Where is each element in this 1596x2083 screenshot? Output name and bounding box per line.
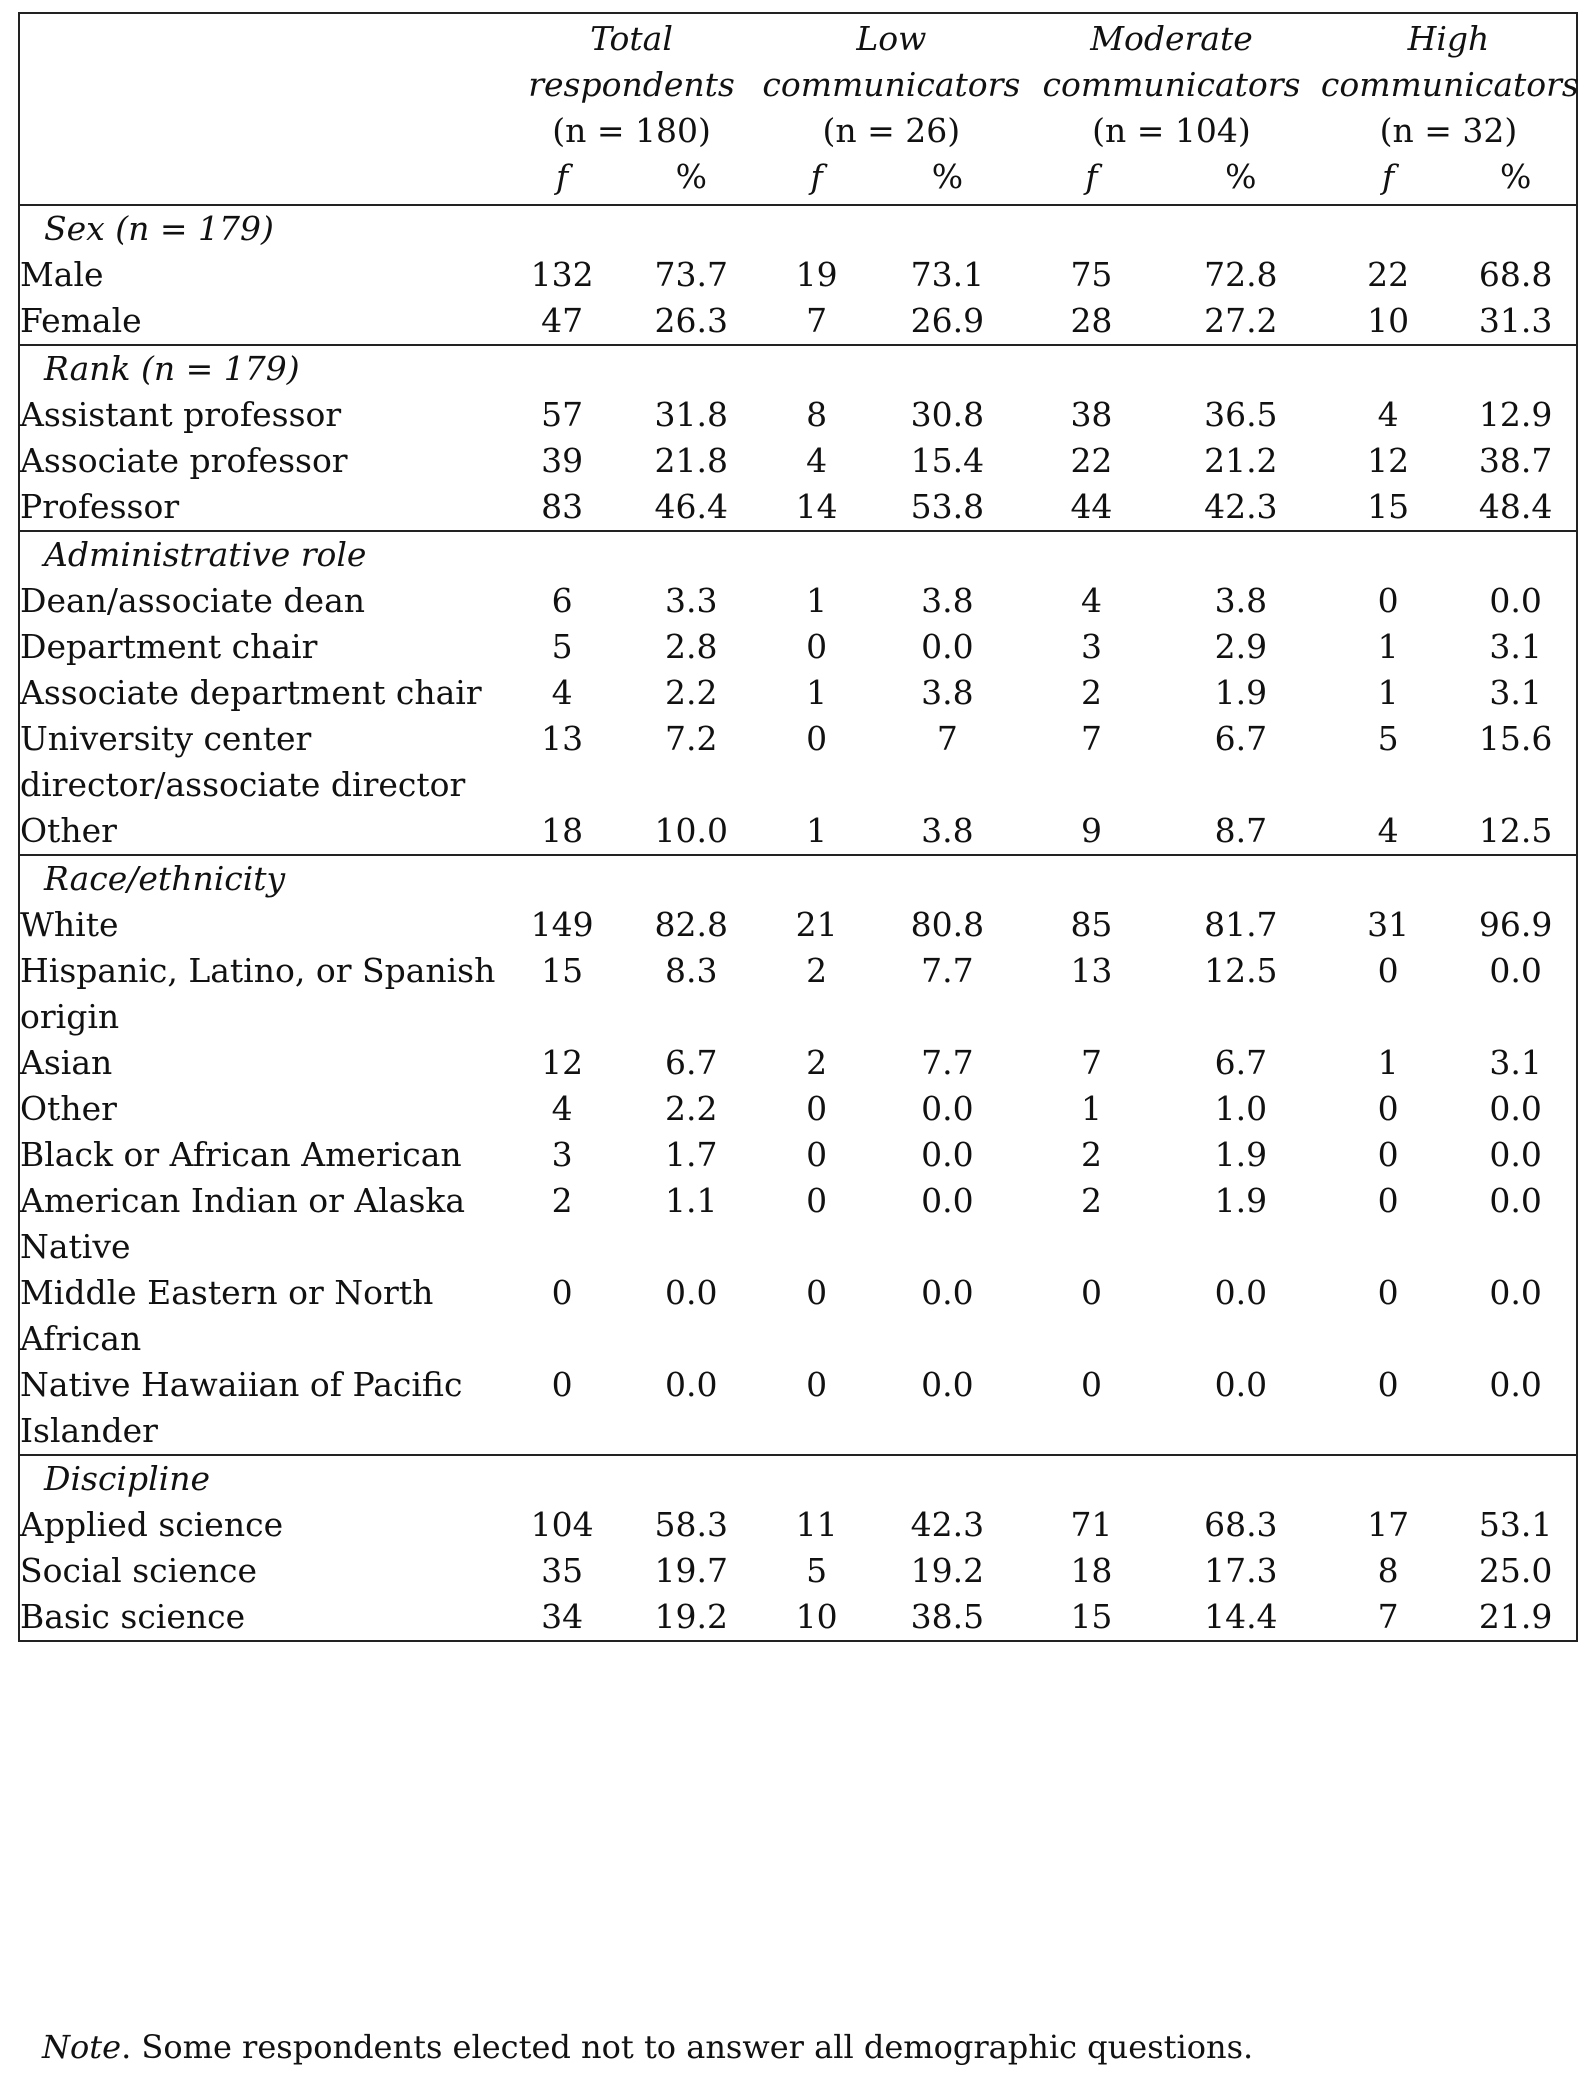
row-label: Asian: [20, 1043, 113, 1082]
cell-percent: 3.1: [1489, 627, 1542, 666]
cell-frequency: 47: [541, 301, 584, 340]
cell-percent: 0.0: [665, 1365, 718, 1404]
cell-frequency: 17: [1367, 1505, 1410, 1544]
cell-percent: 73.7: [654, 255, 729, 294]
cell-percent: 0.0: [1214, 1365, 1268, 1404]
cell-frequency: 22: [1070, 441, 1113, 480]
cell-frequency: 5: [1377, 719, 1399, 758]
cell-percent: 0.0: [921, 1181, 974, 1220]
cell-percent: 3.3: [665, 581, 718, 620]
table-row: [19, 1178, 1577, 1270]
cell-percent: 0.0: [1489, 1089, 1542, 1128]
header-group-low: [761, 13, 1022, 154]
table-body: [19, 205, 1577, 1641]
header-sub-row: [19, 154, 1577, 205]
table-note: [42, 2025, 1253, 2069]
table-row: [19, 808, 1577, 855]
cell-percent: 82.8: [654, 905, 729, 944]
cell-frequency: 4: [1377, 395, 1399, 434]
cell-percent: 21.2: [1204, 441, 1278, 480]
table-row: [19, 578, 1577, 624]
cell-percent: 0.0: [665, 1273, 718, 1312]
cell-percent: 72.8: [1204, 255, 1278, 294]
sub-f: f: [556, 157, 569, 196]
cell-percent: 0.0: [1489, 951, 1542, 990]
cell-frequency: 3: [1080, 627, 1102, 666]
cell-percent: 53.8: [910, 487, 985, 526]
cell-percent: 0.0: [1489, 581, 1542, 620]
cell-percent: 6.7: [665, 1043, 718, 1082]
demographics-table: [18, 12, 1578, 1642]
cell-frequency: 83: [541, 487, 584, 526]
row-label: White: [20, 905, 119, 944]
section-header-row: [19, 205, 1577, 252]
cell-percent: 7.7: [921, 951, 974, 990]
cell-frequency: 12: [541, 1043, 584, 1082]
cell-frequency: 1: [1377, 627, 1399, 666]
cell-percent: 6.7: [1214, 719, 1268, 758]
note-label: Note: [42, 2028, 122, 2066]
row-label: Other: [20, 811, 117, 850]
cell-percent: 21.9: [1478, 1597, 1553, 1636]
cell-percent: 0.0: [921, 1089, 974, 1128]
cell-percent: 38.5: [910, 1597, 985, 1636]
cell-frequency: 0: [806, 1089, 828, 1128]
cell-percent: 30.8: [910, 395, 985, 434]
row-label: Professor: [20, 487, 180, 526]
row-label: Other: [20, 1089, 117, 1128]
cell-percent: 17.3: [1204, 1551, 1278, 1590]
cell-frequency: 14: [795, 487, 838, 526]
cell-frequency: 1: [806, 811, 828, 850]
cell-frequency: 10: [1367, 301, 1410, 340]
cell-frequency: 1: [1377, 1043, 1399, 1082]
section-header-row: [19, 531, 1577, 578]
cell-percent: 3.1: [1489, 673, 1542, 712]
group-name-line1: High: [1407, 19, 1490, 58]
cell-frequency: 0: [1377, 1181, 1399, 1220]
cell-frequency: 0: [806, 627, 828, 666]
cell-percent: 0.0: [1489, 1365, 1542, 1404]
cell-frequency: 15: [1070, 1597, 1113, 1636]
cell-percent: 1.9: [1214, 673, 1268, 712]
cell-percent: 1.1: [665, 1181, 718, 1220]
table-row: [19, 948, 1577, 1040]
cell-percent: 0.0: [921, 1365, 974, 1404]
table-row: [19, 484, 1577, 531]
cell-frequency: 44: [1070, 487, 1113, 526]
table-row: [19, 1362, 1577, 1455]
header-group-moderate: [1022, 13, 1321, 154]
cell-percent: 12.9: [1478, 395, 1553, 434]
sub-pct: %: [1499, 157, 1532, 196]
cell-percent: 6.7: [1214, 1043, 1268, 1082]
cell-frequency: 1: [1080, 1089, 1102, 1128]
table-row: [19, 1548, 1577, 1594]
table-row: [19, 298, 1577, 345]
row-label: Female: [20, 301, 142, 340]
cell-frequency: 6: [551, 581, 573, 620]
cell-percent: 1.9: [1214, 1135, 1268, 1174]
row-label: University center director/associate director: [20, 719, 466, 804]
table-row: [19, 392, 1577, 438]
row-label: Middle Eastern or North African: [20, 1273, 434, 1358]
table-row: [19, 1132, 1577, 1178]
cell-frequency: 12: [1367, 441, 1410, 480]
cell-percent: 25.0: [1478, 1551, 1553, 1590]
cell-percent: 27.2: [1204, 301, 1278, 340]
group-n: (n = 180): [552, 111, 711, 150]
cell-frequency: 0: [1377, 1089, 1399, 1128]
cell-frequency: 4: [1377, 811, 1399, 850]
cell-frequency: 7: [1377, 1597, 1399, 1636]
group-name-line2: communicators: [762, 65, 1021, 104]
cell-percent: 53.1: [1478, 1505, 1553, 1544]
cell-frequency: 0: [1377, 1135, 1399, 1174]
cell-frequency: 38: [1070, 395, 1113, 434]
cell-frequency: 0: [1377, 1273, 1399, 1312]
section-title: Administrative role: [19, 531, 1577, 578]
cell-frequency: 2: [806, 1043, 828, 1082]
sub-pct: %: [931, 157, 964, 196]
cell-percent: 0.0: [921, 1135, 974, 1174]
cell-percent: 7: [936, 719, 958, 758]
cell-percent: 14.4: [1204, 1597, 1278, 1636]
group-name-line1: Total: [590, 19, 673, 58]
cell-frequency: 0: [806, 1181, 828, 1220]
cell-percent: 48.4: [1478, 487, 1553, 526]
header-group-row: [19, 13, 1577, 154]
cell-percent: 0.0: [921, 627, 974, 666]
cell-frequency: 7: [1080, 1043, 1102, 1082]
group-n: (n = 26): [822, 111, 961, 150]
cell-percent: 58.3: [654, 1505, 729, 1544]
section-header-row: [19, 855, 1577, 902]
cell-frequency: 13: [1070, 951, 1113, 990]
header-group-high: [1321, 13, 1577, 154]
cell-percent: 3.1: [1489, 1043, 1542, 1082]
cell-percent: 0.0: [1489, 1181, 1542, 1220]
cell-percent: 1.7: [665, 1135, 718, 1174]
cell-frequency: 9: [1080, 811, 1102, 850]
cell-frequency: 8: [806, 395, 828, 434]
cell-frequency: 149: [530, 905, 594, 944]
cell-frequency: 0: [806, 1365, 828, 1404]
cell-percent: 19.7: [654, 1551, 729, 1590]
group-name-line2: respondents: [528, 65, 735, 104]
table-row: [19, 1086, 1577, 1132]
cell-frequency: 1: [806, 581, 828, 620]
cell-percent: 68.8: [1478, 255, 1553, 294]
group-name-line1: Low: [856, 19, 927, 58]
cell-frequency: 39: [541, 441, 584, 480]
cell-frequency: 0: [1080, 1365, 1102, 1404]
row-label: Native Hawaiian of Pacific Islander: [20, 1365, 463, 1450]
cell-percent: 1.9: [1214, 1181, 1268, 1220]
cell-frequency: 11: [795, 1505, 838, 1544]
sub-pct: %: [675, 157, 707, 196]
cell-percent: 3.8: [921, 673, 974, 712]
note-text: . Some respondents elected not to answer all demographic questions.: [121, 2028, 1254, 2066]
cell-frequency: 18: [1070, 1551, 1113, 1590]
cell-percent: 38.7: [1478, 441, 1553, 480]
group-n: (n = 32): [1379, 111, 1518, 150]
row-label: Basic science: [20, 1597, 246, 1636]
cell-percent: 31.3: [1478, 301, 1553, 340]
cell-percent: 8.7: [1214, 811, 1268, 850]
cell-frequency: 0: [551, 1365, 573, 1404]
cell-frequency: 132: [530, 255, 594, 294]
cell-percent: 3.8: [921, 581, 974, 620]
cell-frequency: 1: [1377, 673, 1399, 712]
row-label: American Indian or Alaska Native: [20, 1181, 466, 1266]
cell-frequency: 13: [541, 719, 584, 758]
cell-percent: 0.0: [1489, 1135, 1542, 1174]
cell-percent: 31.8: [654, 395, 729, 434]
cell-percent: 96.9: [1478, 905, 1553, 944]
cell-percent: 12.5: [1478, 811, 1553, 850]
cell-frequency: 0: [806, 1135, 828, 1174]
cell-percent: 0.0: [921, 1273, 974, 1312]
cell-frequency: 2: [1080, 673, 1102, 712]
cell-frequency: 4: [551, 673, 573, 712]
cell-percent: 81.7: [1204, 905, 1278, 944]
sub-f: f: [810, 157, 823, 196]
table-row: [19, 1270, 1577, 1362]
cell-frequency: 0: [806, 1273, 828, 1312]
row-label: Dean/associate dean: [20, 581, 366, 620]
cell-frequency: 21: [795, 905, 838, 944]
sub-f: f: [1381, 157, 1395, 196]
cell-frequency: 0: [1377, 1365, 1399, 1404]
table-row: [19, 716, 1577, 808]
cell-frequency: 104: [530, 1505, 594, 1544]
cell-frequency: 18: [541, 811, 584, 850]
cell-frequency: 2: [1080, 1135, 1102, 1174]
section-title: Discipline: [19, 1455, 1577, 1502]
cell-percent: 15.6: [1478, 719, 1553, 758]
row-label: Applied science: [20, 1505, 284, 1544]
cell-percent: 2.9: [1214, 627, 1268, 666]
header-blank-cell: [19, 154, 502, 205]
row-label: Associate department chair: [20, 673, 482, 712]
group-name-line2: communicators: [1042, 65, 1301, 104]
section-header-row: [19, 345, 1577, 392]
cell-frequency: 0: [1080, 1273, 1102, 1312]
cell-frequency: 85: [1070, 905, 1113, 944]
header-group-total: [502, 13, 760, 154]
row-label: Hispanic, Latino, or Spanish origin: [20, 951, 496, 1036]
section-title: Sex (n = 179): [19, 205, 1577, 252]
cell-frequency: 0: [1377, 951, 1399, 990]
section-title: Rank (n = 179): [19, 345, 1577, 392]
cell-frequency: 5: [551, 627, 573, 666]
cell-frequency: 22: [1367, 255, 1410, 294]
cell-percent: 26.3: [654, 301, 729, 340]
cell-percent: 0.0: [1214, 1273, 1268, 1312]
header-blank-cell: [19, 13, 502, 154]
cell-frequency: 1: [806, 673, 828, 712]
cell-percent: 12.5: [1204, 951, 1278, 990]
cell-frequency: 34: [541, 1597, 584, 1636]
cell-percent: 0.0: [1489, 1273, 1542, 1312]
row-label: Department chair: [20, 627, 318, 666]
table-header: [19, 13, 1577, 205]
group-name-line1: Moderate: [1090, 19, 1253, 58]
cell-frequency: 7: [806, 301, 828, 340]
section-header-row: [19, 1455, 1577, 1502]
row-label: Male: [20, 255, 104, 294]
cell-percent: 42.3: [1204, 487, 1278, 526]
cell-percent: 21.8: [654, 441, 729, 480]
cell-frequency: 0: [1377, 581, 1399, 620]
row-label: Assistant professor: [20, 395, 342, 434]
cell-frequency: 15: [541, 951, 584, 990]
cell-frequency: 35: [541, 1551, 584, 1590]
cell-frequency: 2: [806, 951, 828, 990]
cell-frequency: 71: [1070, 1505, 1113, 1544]
cell-frequency: 57: [541, 395, 584, 434]
cell-frequency: 4: [806, 441, 828, 480]
cell-percent: 73.1: [910, 255, 985, 294]
cell-frequency: 19: [795, 255, 838, 294]
cell-percent: 2.2: [665, 1089, 718, 1128]
cell-frequency: 28: [1070, 301, 1113, 340]
cell-percent: 15.4: [910, 441, 985, 480]
cell-percent: 68.3: [1204, 1505, 1278, 1544]
cell-frequency: 2: [551, 1181, 573, 1220]
table-row: [19, 1594, 1577, 1641]
table-row: [19, 438, 1577, 484]
cell-frequency: 75: [1070, 255, 1113, 294]
sub-f: f: [1085, 157, 1098, 196]
cell-frequency: 4: [551, 1089, 573, 1128]
table-row: [19, 1040, 1577, 1086]
row-label: Black or African American: [20, 1135, 462, 1174]
cell-frequency: 15: [1367, 487, 1410, 526]
row-label: Associate professor: [20, 441, 348, 480]
cell-percent: 7.2: [665, 719, 718, 758]
table-row: [19, 1502, 1577, 1548]
cell-frequency: 0: [806, 719, 828, 758]
cell-percent: 7.7: [921, 1043, 974, 1082]
table-row: [19, 252, 1577, 298]
cell-frequency: 3: [551, 1135, 573, 1174]
table-row: [19, 670, 1577, 716]
cell-percent: 8.3: [665, 951, 718, 990]
section-title: Race/ethnicity: [19, 855, 1577, 902]
group-n: (n = 104): [1092, 111, 1251, 150]
cell-percent: 19.2: [654, 1597, 729, 1636]
cell-frequency: 5: [806, 1551, 828, 1590]
cell-frequency: 0: [551, 1273, 573, 1312]
cell-frequency: 10: [795, 1597, 838, 1636]
row-label: Social science: [20, 1551, 257, 1590]
table-row: [19, 624, 1577, 670]
group-name-line2: communicators: [1320, 65, 1579, 104]
cell-frequency: 4: [1080, 581, 1102, 620]
cell-percent: 26.9: [910, 301, 985, 340]
cell-percent: 3.8: [921, 811, 974, 850]
cell-percent: 1.0: [1214, 1089, 1268, 1128]
cell-frequency: 8: [1377, 1551, 1399, 1590]
table-row: [19, 902, 1577, 948]
cell-percent: 80.8: [910, 905, 985, 944]
cell-frequency: 2: [1080, 1181, 1102, 1220]
cell-frequency: 7: [1080, 719, 1102, 758]
cell-frequency: 31: [1367, 905, 1410, 944]
cell-percent: 19.2: [910, 1551, 985, 1590]
sub-pct: %: [1225, 157, 1257, 196]
cell-percent: 36.5: [1204, 395, 1278, 434]
cell-percent: 10.0: [654, 811, 729, 850]
cell-percent: 2.8: [665, 627, 718, 666]
cell-percent: 2.2: [665, 673, 718, 712]
cell-percent: 42.3: [910, 1505, 985, 1544]
cell-percent: 3.8: [1214, 581, 1268, 620]
cell-percent: 46.4: [654, 487, 729, 526]
